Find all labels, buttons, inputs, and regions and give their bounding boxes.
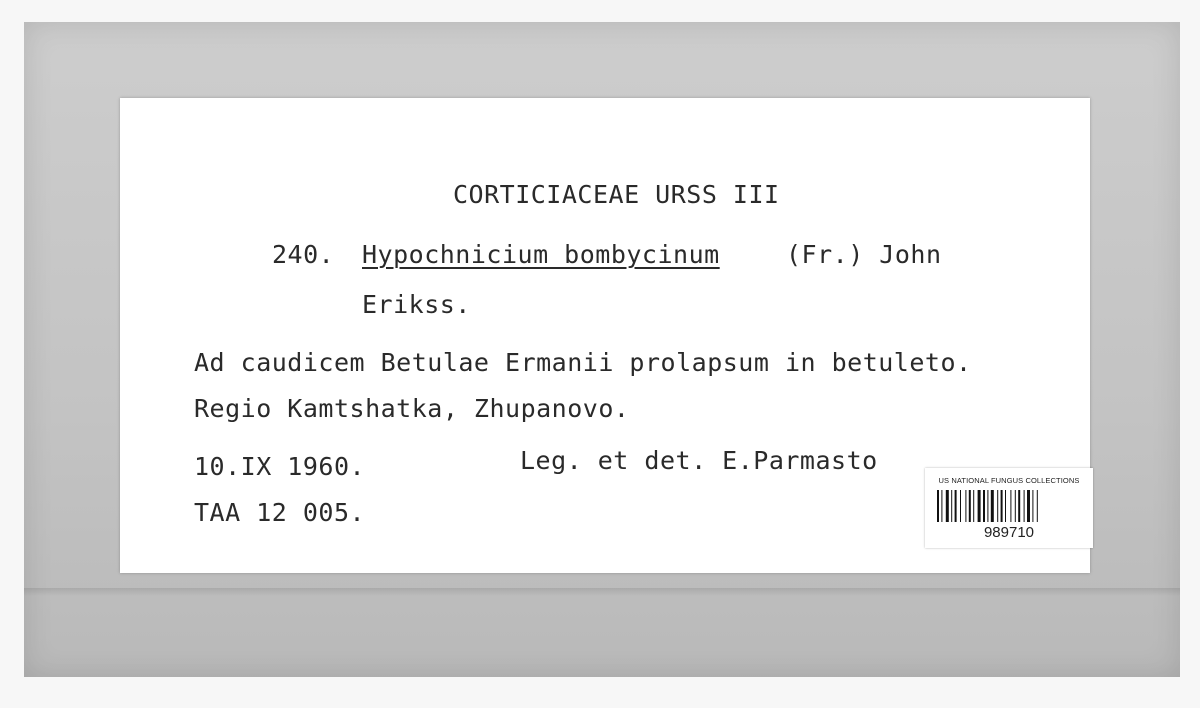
species-name: Hypochnicium bombycinum bbox=[362, 240, 720, 269]
collector-text: Leg. et det. E.Parmasto bbox=[520, 446, 878, 475]
habitat-text: Ad caudicem Betulae Ermanii prolapsum in betuleto. bbox=[194, 348, 972, 377]
specimen-number: 240. bbox=[272, 240, 335, 269]
species-authority-continued: Erikss. bbox=[362, 290, 471, 319]
barcode-number: 989710 bbox=[983, 524, 1035, 541]
collection-date: 10.IX 1960. bbox=[194, 452, 366, 481]
label-title: CORTICIACEAE URSS III bbox=[453, 180, 780, 209]
barcode-icon bbox=[937, 490, 1081, 522]
species-authority: (Fr.) John bbox=[786, 240, 942, 269]
barcode-sticker bbox=[925, 468, 1093, 548]
locality-text: Regio Kamtshatka, Zhupanovo. bbox=[194, 394, 630, 423]
envelope-flap-edge bbox=[24, 588, 1180, 596]
barcode-header: US NATIONAL FUNGUS COLLECTIONS bbox=[938, 476, 1080, 485]
accession-number: TAA 12 005. bbox=[194, 498, 366, 527]
